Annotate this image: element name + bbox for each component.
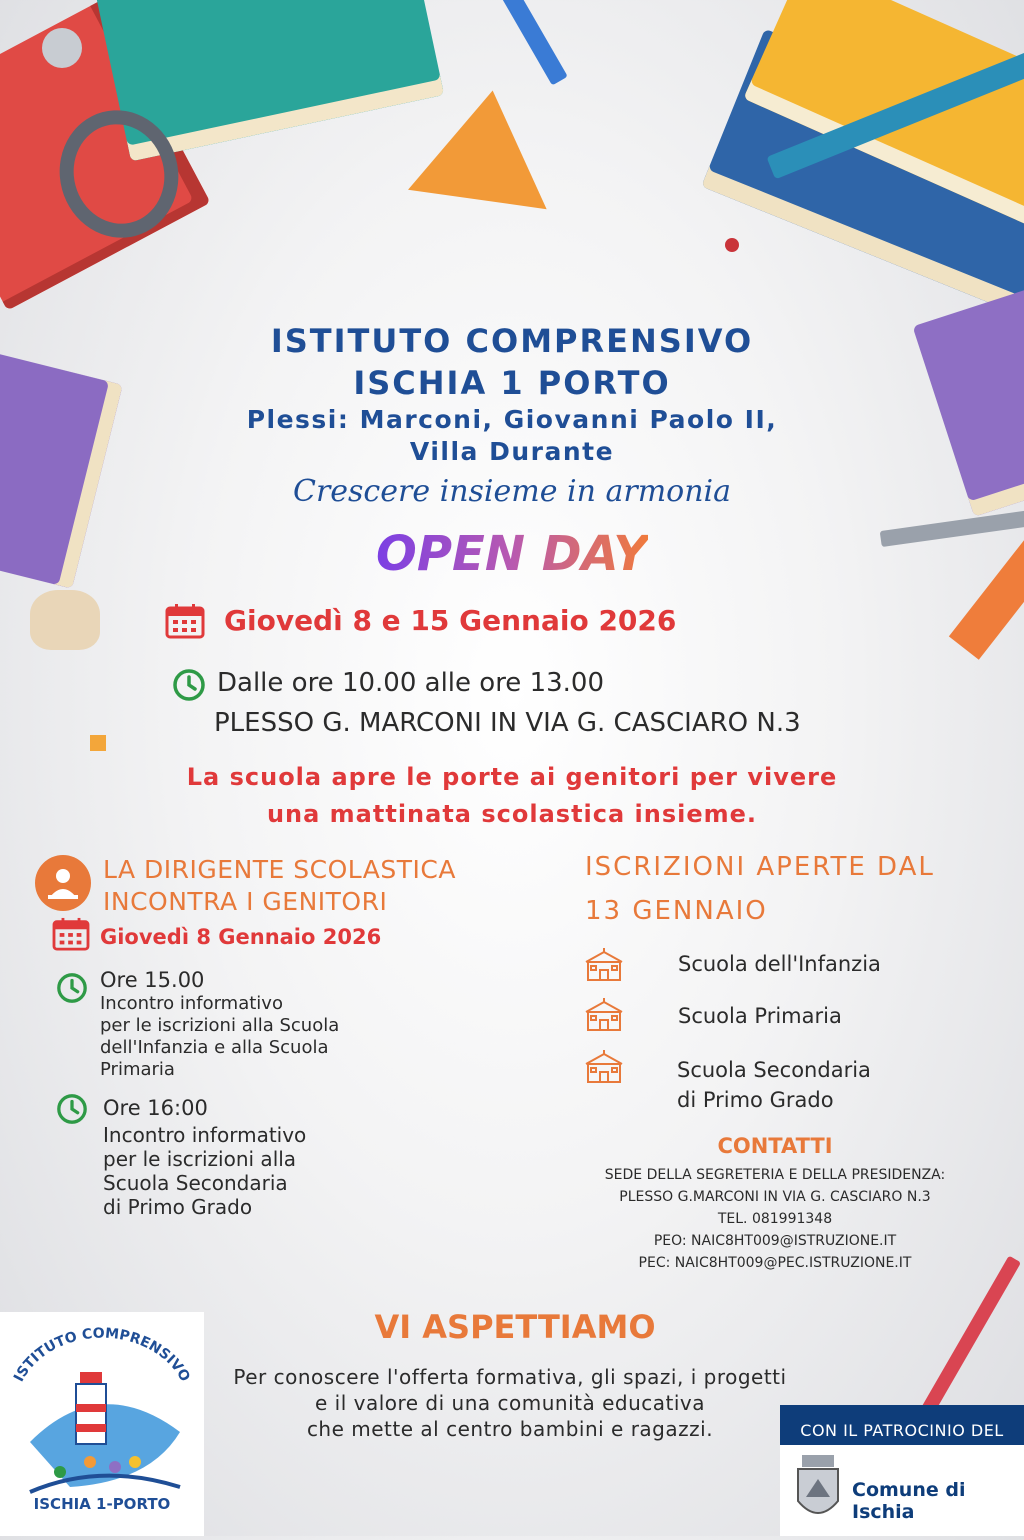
welcome-title: VI ASPETTIAMO: [374, 1308, 656, 1346]
school-item: Scuola Primaria: [678, 1004, 842, 1028]
enrollment-title-line2: 13 GENNAIO: [585, 896, 768, 926]
decor-cookie: [30, 590, 100, 650]
logo-top-text: ISTITUTO COMPRENSIVO: [11, 1325, 193, 1385]
school-name-line1: ISTITUTO COMPRENSIVO: [270, 322, 754, 360]
contact-line: SEDE DELLA SEGRETERIA E DELLA PRESIDENZA:: [604, 1167, 946, 1183]
school-item: Scuola dell'Infanzia: [678, 952, 881, 976]
decor-pencil-bottom: [919, 1256, 1021, 1419]
event-time: Dalle ore 10.00 alle ore 13.00: [217, 668, 605, 698]
decor-dot: [725, 238, 739, 252]
open-day-title-wrap: [0, 526, 1024, 582]
school-building-icon: [583, 1050, 625, 1084]
patronage-inner: [780, 1445, 1024, 1536]
slot-desc-line: Incontro informativo: [103, 1123, 307, 1147]
slot-desc-line: di Primo Grado: [103, 1195, 253, 1219]
school-building-icon: [583, 998, 625, 1032]
contact-line: PEO: NAIC8HT009@ISTRUZIONE.IT: [653, 1233, 897, 1249]
contacts-block: [560, 1164, 990, 1274]
calendar-icon: [52, 917, 90, 951]
school-item: [677, 1055, 871, 1115]
welcome-line: che mette al centro bambini e ragazzi.: [306, 1417, 714, 1441]
decor-triangle: [408, 81, 562, 209]
clock-icon: [56, 1093, 88, 1125]
slot-desc-line: per le iscrizioni alla: [103, 1147, 297, 1171]
decor-pencil-blue: [492, 0, 568, 85]
event-desc-line1: La scuola apre le porte ai genitori per vivere: [186, 763, 838, 791]
event-date: Giovedì 8 e 15 Gennaio 2026: [224, 604, 677, 637]
contacts-title: CONTATTI: [717, 1134, 833, 1158]
patronage-label: CON IL PATROCINIO DEL: [800, 1421, 1004, 1440]
patronage-box: [780, 1405, 1024, 1536]
contact-line: PLESSO G.MARCONI IN VIA G. CASCIARO N.3: [619, 1189, 931, 1205]
clock-icon: [172, 668, 206, 702]
patronage-name: Comune di Ischia: [852, 1479, 966, 1523]
slot-time: Ore 15.00: [100, 968, 205, 992]
slot-desc-line: per le iscrizioni alla Scuola: [100, 1015, 340, 1036]
slot-desc-line: dell'Infanzia e alla Scuola: [100, 1037, 329, 1058]
decor-dot: [90, 735, 106, 751]
meeting-title-line2: INCONTRA I GENITORI: [103, 887, 388, 916]
meeting-title-line1: LA DIRIGENTE SCOLASTICA: [103, 855, 456, 884]
contact-line: TEL. 081991348: [717, 1211, 833, 1227]
open-day-title: OPEN DAY: [376, 526, 648, 582]
event-place: PLESSO G. MARCONI IN VIA G. CASCIARO N.3: [214, 708, 801, 738]
school-name-line2: ISCHIA 1 PORTO: [353, 364, 671, 402]
slot-desc: [103, 1123, 306, 1219]
principal-icon: [35, 855, 91, 911]
slot-desc-line: Incontro informativo: [100, 993, 283, 1014]
school-building-icon: [583, 948, 625, 982]
school-item-line: di Primo Grado: [677, 1088, 834, 1112]
enrollment-title-line1: ISCRIZIONI APERTE DAL: [585, 852, 935, 882]
welcome-line: Per conoscere l'offerta formativa, gli spazi, i progetti: [233, 1365, 787, 1389]
event-desc-line2: una mattinata scolastica insieme.: [266, 800, 758, 828]
decor-ball: [42, 28, 82, 68]
coat-of-arms-icon: [788, 1451, 848, 1531]
school-logo: [0, 1312, 204, 1536]
contact-line: PEC: NAIC8HT009@PEC.ISTRUZIONE.IT: [638, 1255, 912, 1271]
slot-desc: [100, 993, 339, 1081]
welcome-line: e il valore di una comunità educativa: [314, 1391, 706, 1415]
slot-time: Ore 16:00: [103, 1096, 208, 1120]
welcome-text: [200, 1364, 820, 1442]
calendar-icon: [165, 603, 205, 639]
school-item-line: Scuola Secondaria: [677, 1058, 871, 1082]
slot-desc-line: Scuola Secondaria: [103, 1171, 288, 1195]
slot-desc-line: Primaria: [100, 1059, 175, 1080]
clock-icon: [56, 972, 88, 1004]
meeting-date: Giovedì 8 Gennaio 2026: [100, 925, 382, 949]
logo-bottom-text: ISCHIA 1-PORTO: [33, 1495, 171, 1513]
plessi-line2: Villa Durante: [409, 437, 615, 466]
plessi-line1: Plessi: Marconi, Giovanni Paolo II,: [246, 405, 778, 434]
motto: Crescere insieme in armonia: [292, 474, 732, 509]
